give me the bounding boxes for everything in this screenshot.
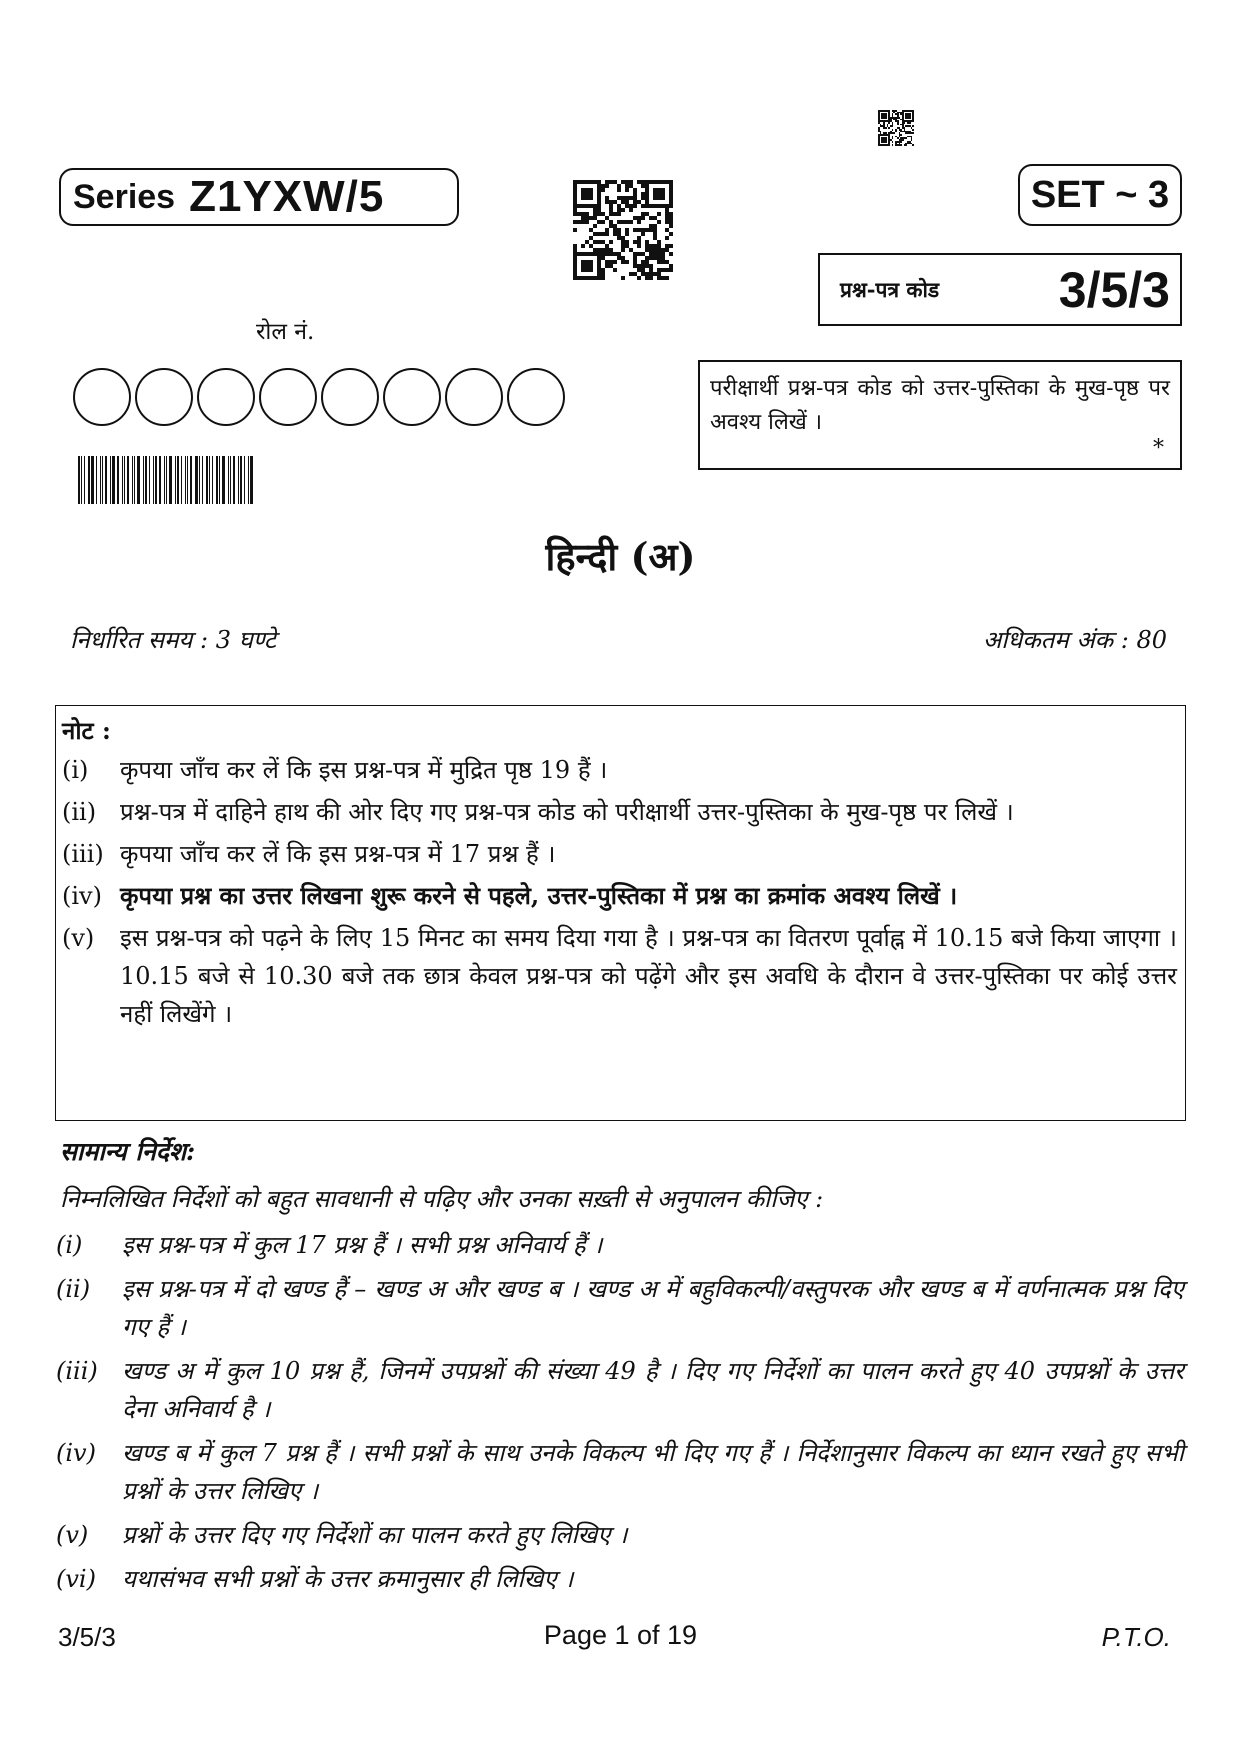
subject-title: हिन्दी (अ) [545,534,696,579]
time-allowed: निर्धारित समय : 3 घण्टे [70,626,277,654]
roll-number-box [135,368,193,426]
barcode-bar [88,456,90,504]
paper-code-value: 3/5/3 [1058,261,1170,318]
roll-number-box [383,368,441,426]
roll-number-box [445,368,503,426]
qr-module [912,144,914,146]
barcode-bar [202,456,203,504]
barcode-bar [96,456,97,504]
barcode-bar [199,456,200,504]
note-item-text: कृपया जाँच कर लें कि इस प्रश्न-पत्र में 17 प्रश्न हैं । [120,840,556,868]
barcode-bar [230,456,231,504]
barcode-bar [91,456,94,504]
barcode-bar [222,456,225,504]
notice-text: परीक्षार्थी प्रश्न-पत्र कोड को उत्तर-पुस्तिका के मुख-पृष्ठ पर अवश्य लिखें । [710,376,1170,435]
series-box [59,168,459,226]
paper-code-box [818,253,1182,326]
roll-number-box [197,368,255,426]
note-item [62,835,1177,873]
instruction-number: (vi) [56,1565,96,1593]
note-heading: नोट : [62,716,111,745]
note-item-text: कृपया प्रश्न का उत्तर लिखना शुरू करने से पहले, उत्तर-पुस्तिका में प्रश्न का क्रमांक अवश्य लिखें । [120,881,958,910]
note-box [55,705,1186,1121]
barcode-bar [137,456,140,504]
qr-code [573,180,673,280]
general-instructions-list [56,1226,1184,1604]
instruction-text: यथासंभव सभी प्रश्नों के उत्तर क्रमानुसार ही लिखिए । [122,1565,574,1593]
barcode-bar [112,456,115,504]
instruction-number: (ii) [56,1275,91,1303]
instruction-text: खण्ड अ में कुल 10 प्रश्न हैं, जिनमें उपप्रश्नों की संख्या 49 है । दिए गए निर्देशों का पालन करते हुए 40 उपप्रश्नों के उत्तर देना अनिवार्य है । [122,1357,1184,1423]
barcode-bar [169,456,172,504]
series-label: Series [73,177,176,216]
note-item [62,751,1177,789]
note-item [62,877,1177,915]
barcode-bar [181,456,182,504]
barcode-bar [166,456,167,504]
instruction-item [56,1434,1184,1510]
paper-code-notice [698,360,1182,470]
qr-module [669,276,673,280]
footer-paper-code: 3/5/3 [58,1622,116,1652]
general-instructions-heading: सामान्य निर्देश: [60,1137,196,1166]
note-item [62,919,1177,1033]
instruction-item [56,1226,1184,1264]
note-item [62,793,1177,831]
note-item-number: (iii) [62,840,104,868]
set-box: SET ~ 3 [1018,164,1182,226]
barcode-bar [149,456,150,504]
footer-page-number: Page 1 of 19 [543,1620,698,1650]
barcode-bar [187,456,188,504]
notice-mark: * [1153,436,1164,461]
barcode-bar [81,456,82,504]
barcode-bar [185,456,186,504]
barcode-bar [102,456,103,504]
barcode-bar [216,456,218,504]
barcode-bar [206,456,208,504]
footer-pto: P.T.O. [1101,1622,1171,1652]
barcode [78,456,290,504]
barcode-bar [122,456,123,504]
barcode-bar [240,456,242,504]
barcode-bar [145,456,147,504]
instruction-text: प्रश्नों के उत्तर दिए गए निर्देशों का पालन करते हुए लिखिए । [122,1521,628,1549]
barcode-bar [159,456,161,504]
roll-number-box [321,368,379,426]
barcode-bar [195,456,198,504]
barcode-bar [233,456,235,504]
series-code: Z1YXW/5 [189,172,385,221]
barcode-bar [248,456,249,504]
barcode-bar [78,456,80,504]
instruction-number: (i) [56,1231,83,1259]
barcode-bar [244,456,245,504]
roll-number-box [73,368,131,426]
barcode-bar [117,456,119,504]
note-item-number: (v) [62,924,95,952]
instruction-item [56,1516,1184,1554]
instruction-number: (iv) [56,1439,96,1467]
barcode-bar [153,456,154,504]
barcode-bar [190,456,192,504]
instruction-number: (v) [56,1521,89,1549]
barcode-bar [134,456,135,504]
note-item-text: कृपया जाँच कर लें कि इस प्रश्न-पत्र में मुद्रित पृष्ठ 19 हैं । [120,756,608,784]
barcode-bar [250,456,253,504]
barcode-bar [228,456,229,504]
instruction-number: (iii) [56,1357,98,1385]
instruction-item [56,1270,1184,1346]
roll-number-box [507,368,565,426]
barcode-bar [155,456,157,504]
instruction-text: खण्ड ब में कुल 7 प्रश्न हैं । सभी प्रश्नों के साथ उनके विकल्प भी दिए गए हैं । निर्देशानुसार विकल्प का ध्यान रखते हुए सभी प्रश्नों के उत्तर लिखिए । [122,1439,1184,1505]
barcode-bar [124,456,125,504]
max-marks: अधिकतम अंक : 80 [982,626,1167,654]
barcode-bar [238,456,239,504]
general-instructions-intro: निम्नलिखित निर्देशों को बहुत सावधानी से पढ़िए और उनका सख़्ती से अनुपालन कीजिए : [60,1185,824,1213]
note-item-number: (iv) [62,882,102,910]
barcode-bar [127,456,129,504]
instruction-text: इस प्रश्न-पत्र में दो खण्ड हैं – खण्ड अ और खण्ड ब । खण्ड अ में बहुविकल्पी/वस्तुपरक और खण्ड ब में वर्णनात्मक प्रश्न दिए गए हैं । [122,1275,1184,1341]
note-item-text: इस प्रश्न-पत्र को पढ़ने के लिए 15 मिनट का समय दिया गया है । प्रश्न-पत्र का वितरण पूर्वाह्न में 10.15 बजे किया जाएगा । 10.15 बजे से 10.30 बजे तक छात्र केवल प्रश्न-पत्र को पढ़ेंगे और इस अवधि के दौरान वे उत्तर-पुस्तिका पर कोई उत्तर नहीं लिखेंगे । [120,924,1177,1028]
roll-number-box [259,368,317,426]
instruction-item [56,1352,1184,1428]
note-item-text: प्रश्न-पत्र में दाहिने हाथ की ओर दिए गए प्रश्न-पत्र कोड को परीक्षार्थी उत्तर-पुस्तिका के मुख-पृष्ठ पर लिखें । [120,798,1014,826]
barcode-bar [84,456,85,504]
roll-number-label: रोल नं. [256,319,315,345]
barcode-bar [100,456,101,504]
barcode-bar [212,456,213,504]
note-item-number: (i) [62,756,89,784]
barcode-bar [164,456,165,504]
barcode-bar [143,456,144,504]
instruction-item [56,1560,1184,1598]
barcode-bar [105,456,107,504]
note-item-number: (ii) [62,798,97,826]
instruction-text: इस प्रश्न-पत्र में कुल 17 प्रश्न हैं । सभी प्रश्न अनिवार्य हैं । [122,1231,603,1259]
barcode-bar [219,456,220,504]
barcode-bar [175,456,176,504]
small-qr-code [878,110,914,146]
barcode-bar [209,456,210,504]
barcode-bar [132,456,133,504]
barcode-bar [110,456,111,504]
paper-code-label: प्रश्न-पत्र कोड [840,276,940,302]
roll-number-boxes [73,368,569,426]
barcode-bar [177,456,179,504]
